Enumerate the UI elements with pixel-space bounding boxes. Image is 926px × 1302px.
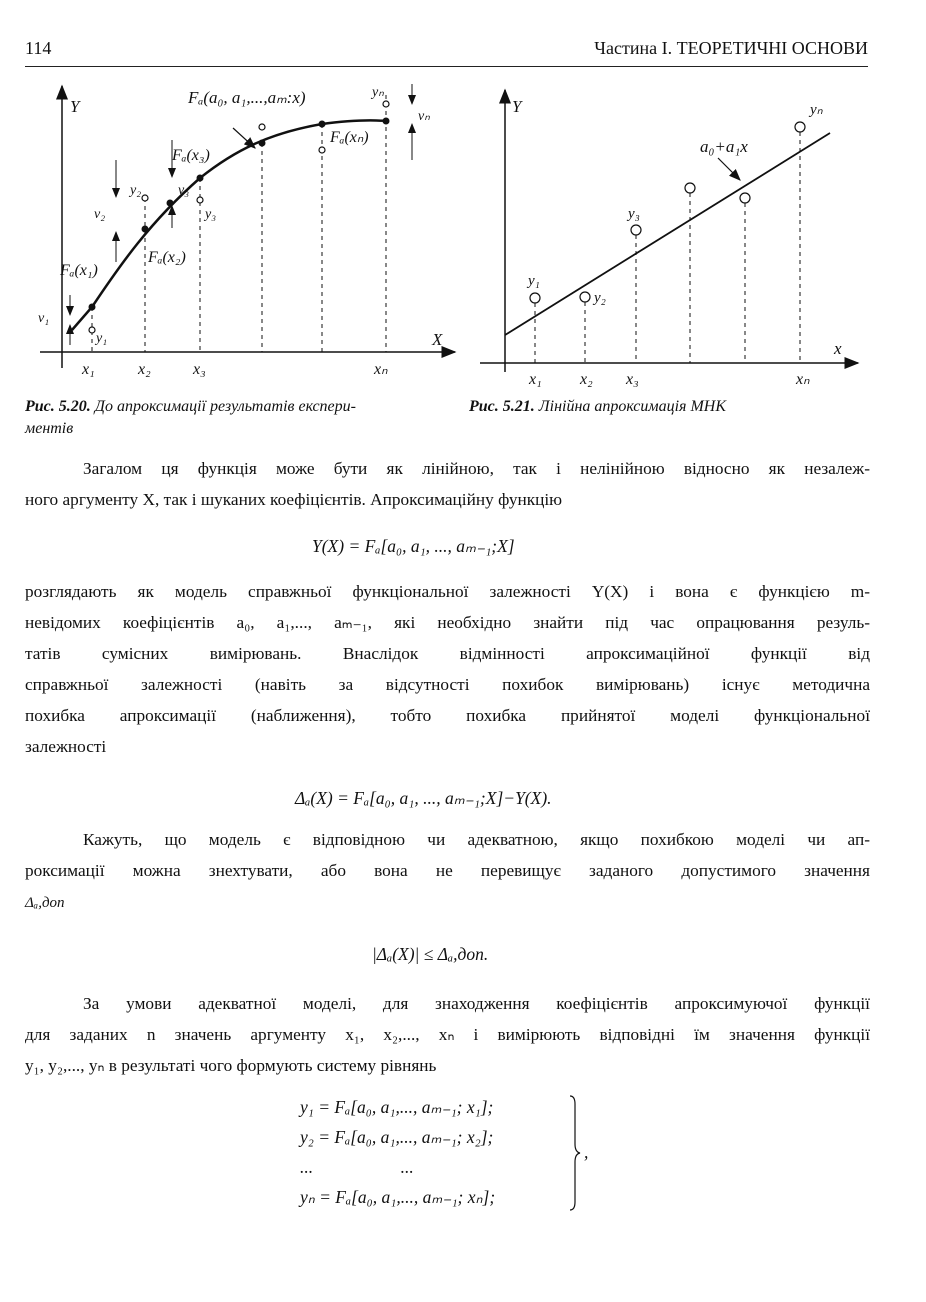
- system-comma: ,: [584, 1142, 589, 1162]
- x-tick-xn: xₙ: [796, 371, 810, 388]
- paragraph-line: похибка апроксимації (наближення), тобто похибка прийнятої моделі функціональної: [25, 706, 870, 725]
- right-brace: [568, 1094, 582, 1212]
- paragraph-line: роксимації можна знехтувати, або вона не перевищує заданого допустимого значення: [25, 861, 870, 880]
- label-y3: y₃: [628, 206, 640, 222]
- label-v2: v₂: [94, 207, 106, 222]
- paragraph-line: розглядають як модель справжньої функціональної залежності Y(X) і вона є функцією m-: [25, 582, 870, 601]
- paragraph-line: татів сумісних вимірювань. Внаслідок відмінності апроксимаційної функції від: [25, 644, 870, 663]
- paragraph-line: для заданих n значень аргументу x₁, x₂,..., xₙ і вимірюють відповідні їм значення функції: [25, 1025, 870, 1044]
- formula-approx-function: Y(X) = Fₐ[a₀, a₁, ..., aₘ₋₁;X]: [312, 536, 515, 556]
- x-axis-label: X: [432, 330, 443, 349]
- label-yn: yₙ: [810, 102, 823, 118]
- x-tick-x3: x₃: [193, 361, 206, 378]
- paragraph-line: y₁, y₂,..., yₙ в результаті чого формують систему рівнянь: [25, 1056, 437, 1075]
- paragraph-line: Загалом ця функція може бути як лінійною, так і нелінійною відносно як незалеж-: [83, 459, 870, 478]
- paragraph-line: невідомих коефіцієнтів a₀, a₁,..., aₘ₋₁, які необхідно знайти під час опрацювання резуль-: [25, 613, 870, 632]
- curve-label: Fₐ(a₀, a₁,...,aₘ:x): [188, 88, 306, 107]
- label-y2: y₂: [594, 290, 606, 306]
- caption-fig-5-21: [469, 398, 726, 416]
- caption-number: Рис. 5.20.: [25, 398, 91, 415]
- label-y3: y₃: [205, 207, 217, 222]
- caption-text: Лінійна апроксимація МНК: [534, 398, 726, 415]
- approx-curve: [72, 120, 386, 330]
- figures: [0, 0, 926, 400]
- equation-system: [300, 1092, 495, 1212]
- label-y2: y₂: [130, 183, 142, 198]
- label-fa-x3: Fₐ(x₃): [172, 147, 210, 164]
- paragraph-line: ного аргументу X, так і шуканих коефіцієнтів. Апроксимаційну функцію: [25, 490, 563, 509]
- y-axis-label: Y: [512, 97, 522, 116]
- label-fa-xn: Fₐ(xₙ): [330, 129, 369, 146]
- equation-row: y₂ = Fₐ[a₀, a₁,..., aₘ₋₁; x₂];: [300, 1127, 494, 1147]
- measured-points: [530, 122, 805, 303]
- paragraph-line: Δₐ,доп: [25, 895, 65, 911]
- formula-approx-error: Δₐ(X) = Fₐ[a₀, a₁, ..., aₘ₋₁;X]−Y(X).: [295, 788, 552, 808]
- page-number: 114: [25, 38, 52, 58]
- x-tick-x2: x₂: [138, 361, 151, 378]
- label-yn: yₙ: [372, 85, 384, 100]
- running-header: Частина I. ТЕОРЕТИЧНІ ОСНОВИ: [594, 38, 868, 58]
- label-v3: v₃: [178, 183, 190, 198]
- paragraph-line: За умови адекватної моделі, для знаходження коефіцієнтів апроксимуючої функції: [83, 994, 870, 1013]
- equation-row: yₙ = Fₐ[a₀, a₁,..., aₘ₋₁; xₙ];: [300, 1187, 496, 1207]
- model-points: [89, 118, 390, 311]
- caption-fig-5-20: [25, 398, 356, 416]
- label-vn: vₙ: [418, 109, 430, 124]
- line-label: a₀+a₁x: [700, 137, 748, 156]
- paragraph-line: залежності: [25, 737, 107, 756]
- label-v1: v₁: [38, 311, 50, 326]
- label-fa-x1: Fₐ(x₁): [60, 262, 98, 279]
- paragraph-line: справжньої залежності (навіть за відсутності похибок вимірювань) існує методична: [25, 675, 870, 694]
- caption-text: До апроксимації результатів експери-: [90, 398, 356, 415]
- label-y1: y₁: [96, 331, 108, 346]
- figure-5-20: [40, 84, 455, 368]
- y-axis-label: Y: [70, 97, 80, 116]
- equation-row: ... ...: [300, 1157, 414, 1177]
- x-tick-x1: x₁: [82, 361, 95, 378]
- x-tick-x3: x₃: [626, 371, 639, 388]
- caption-number: Рис. 5.21.: [469, 398, 535, 415]
- x-tick-x2: x₂: [580, 371, 593, 388]
- paragraph-line: Кажуть, що модель є відповідною чи адекватною, якщо похибкою моделі чи ап-: [83, 830, 870, 849]
- regression-line: [505, 133, 830, 335]
- label-y1: y₁: [528, 273, 540, 289]
- figure-5-21: [480, 90, 858, 372]
- label-fa-x2: Fₐ(x₂): [148, 249, 186, 266]
- x-axis-label: x: [834, 339, 842, 358]
- x-tick-x1: x₁: [529, 371, 542, 388]
- x-tick-xn: xₙ: [374, 361, 388, 378]
- formula-adequacy: |Δₐ(X)| ≤ Δₐ,доп.: [372, 944, 489, 964]
- caption-fig-5-20-cont: ментів: [25, 420, 74, 437]
- equation-row: y₁ = Fₐ[a₀, a₁,..., aₘ₋₁; x₁];: [300, 1097, 494, 1117]
